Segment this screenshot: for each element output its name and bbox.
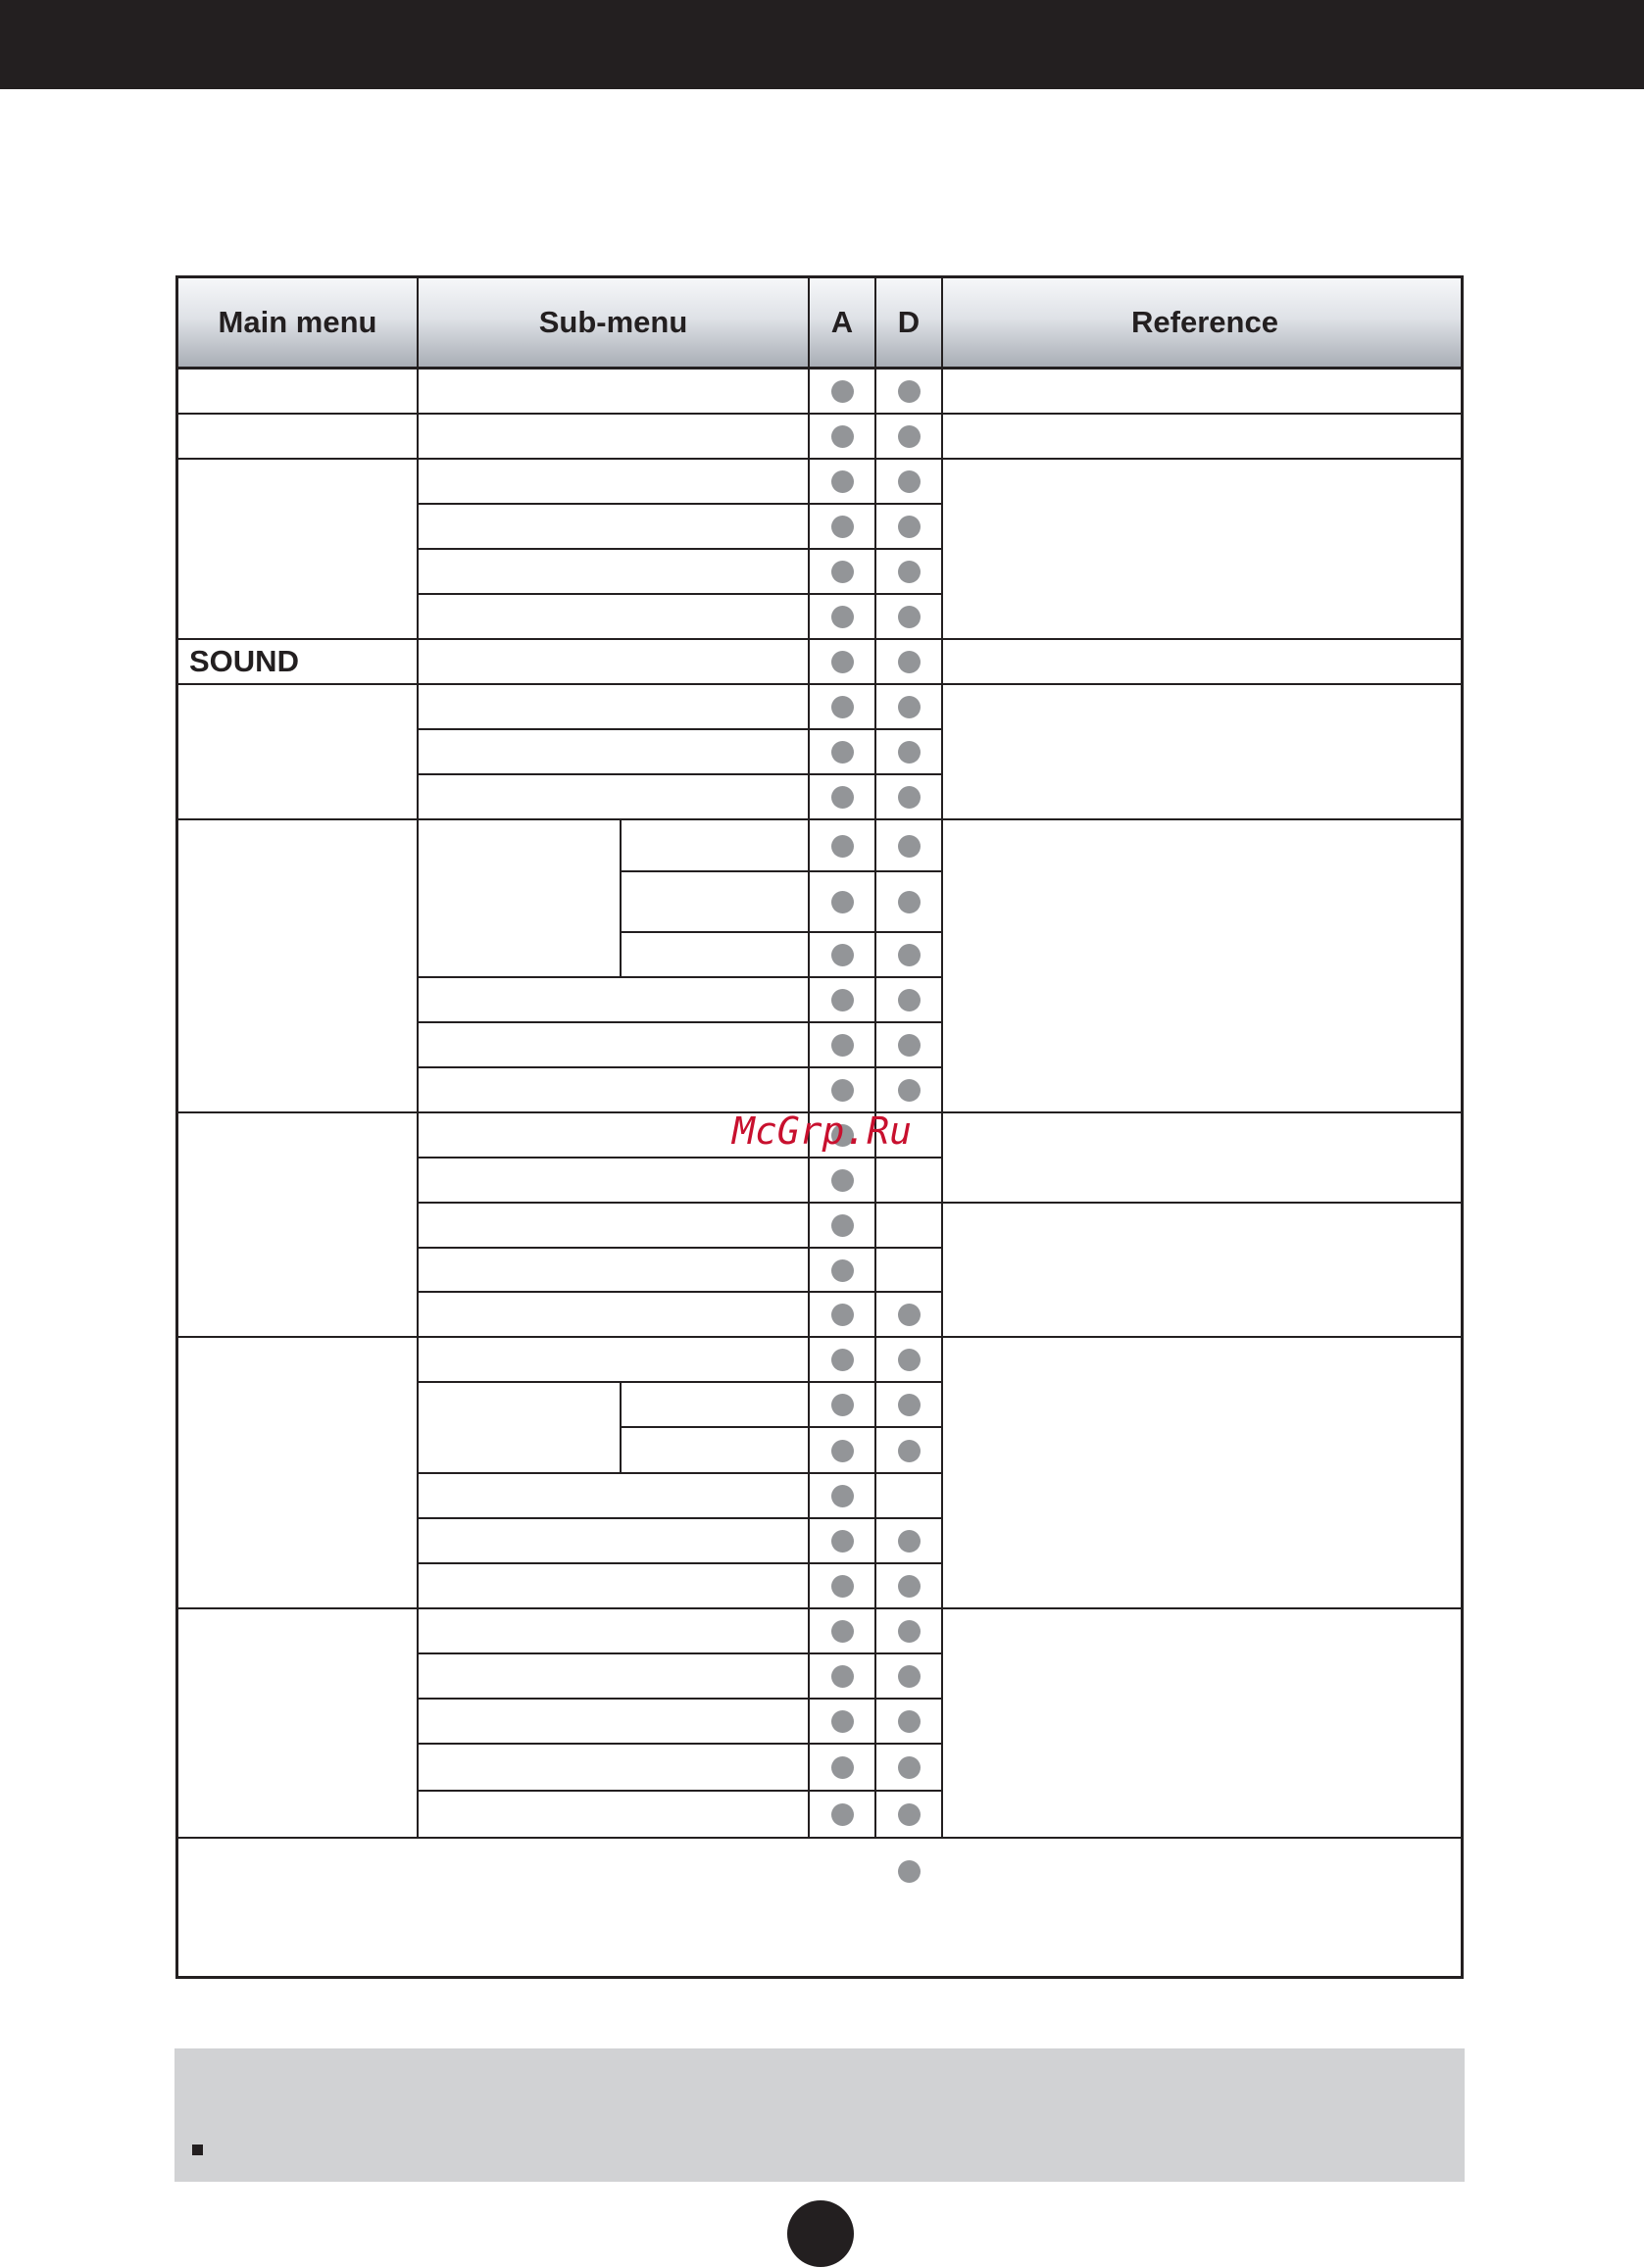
- sub-menu-cell: [419, 1745, 810, 1792]
- availability-dot-a: [831, 606, 854, 628]
- sub-menu-group-cell: [419, 1383, 622, 1474]
- availability-dot-d: [898, 1803, 921, 1826]
- availability-dot-d: [898, 1756, 921, 1779]
- main-menu-cell: [178, 1113, 419, 1338]
- availability-dot-a: [831, 425, 854, 448]
- main-menu-cell: [178, 1338, 419, 1609]
- sub-menu-item-cell: [622, 872, 810, 933]
- sub-menu-cell: [419, 1474, 810, 1519]
- availability-dot-d: [898, 1860, 921, 1883]
- availability-cell-d: [876, 1159, 943, 1204]
- availability-dot-d: [898, 1394, 921, 1416]
- sub-menu-item-cell: [622, 933, 810, 978]
- sub-menu-cell: [419, 1338, 810, 1383]
- sub-menu-cell: [419, 685, 810, 730]
- sub-menu-cell: [419, 1293, 810, 1338]
- header-reference: Reference: [943, 278, 1464, 370]
- availability-dot-d: [898, 1349, 921, 1371]
- footer-row: [178, 1839, 1464, 1979]
- sub-menu-cell: [419, 1609, 810, 1654]
- reference-cell: [943, 640, 1464, 685]
- sub-menu-cell: [419, 1654, 810, 1700]
- main-menu-cell: [178, 820, 419, 1113]
- main-menu-cell: [178, 370, 419, 415]
- header-main-menu: Main menu: [178, 278, 419, 370]
- availability-dot-d: [898, 425, 921, 448]
- sub-menu-cell: [419, 460, 810, 505]
- header-col-a: A: [810, 278, 876, 370]
- availability-dot-d: [898, 470, 921, 493]
- sub-menu-cell: [419, 1519, 810, 1564]
- sub-menu-item-cell: [622, 820, 810, 872]
- reference-cell: [943, 1113, 1464, 1204]
- sub-menu-cell: [419, 415, 810, 460]
- availability-dot-a: [831, 1304, 854, 1326]
- menu-table: [175, 275, 1464, 1979]
- availability-dot-d: [898, 989, 921, 1011]
- availability-dot-a: [831, 1169, 854, 1192]
- reference-cell: [943, 1609, 1464, 1839]
- availability-dot-d: [898, 1665, 921, 1688]
- reference-cell: [943, 460, 1464, 640]
- sub-menu-cell: [419, 1068, 810, 1113]
- availability-dot-d: [898, 1034, 921, 1057]
- availability-dot-a: [831, 696, 854, 718]
- availability-dot-a: [831, 1803, 854, 1826]
- reference-cell: [943, 1338, 1464, 1609]
- sub-menu-item-cell: [622, 1383, 810, 1428]
- sub-menu-cell: [419, 1204, 810, 1249]
- availability-dot-d: [898, 1530, 921, 1553]
- main-menu-sound: SOUND: [178, 640, 419, 685]
- sub-menu-group-cell: [419, 820, 622, 978]
- sub-menu-cell: [419, 1113, 810, 1159]
- sub-menu-cell: [419, 775, 810, 820]
- sub-menu-cell: [419, 505, 810, 550]
- availability-dot-a: [831, 561, 854, 583]
- reference-cell: [943, 1204, 1464, 1338]
- sub-menu-cell: [419, 978, 810, 1023]
- availability-dot-d: [898, 380, 921, 403]
- availability-dot-a: [831, 989, 854, 1011]
- availability-dot-d: [898, 741, 921, 764]
- availability-dot-a: [831, 891, 854, 913]
- main-menu-cell: [178, 685, 419, 820]
- sub-menu-cell: [419, 595, 810, 640]
- reference-cell: [943, 685, 1464, 820]
- availability-dot-d: [898, 835, 921, 858]
- availability-dot-a: [831, 741, 854, 764]
- reference-cell: [943, 820, 1464, 1113]
- availability-dot-a: [831, 1259, 854, 1282]
- note-box: [174, 2048, 1465, 2182]
- availability-dot-a: [831, 1665, 854, 1688]
- availability-dot-a: [831, 1214, 854, 1237]
- availability-cell-d: [876, 1204, 943, 1249]
- note-bullet-icon: [192, 2145, 203, 2155]
- availability-dot-a: [831, 1575, 854, 1598]
- main-menu-cell: [178, 415, 419, 460]
- availability-dot-d: [898, 651, 921, 673]
- availability-dot-a: [831, 1485, 854, 1507]
- sub-menu-cell: [419, 1249, 810, 1293]
- availability-dot-a: [831, 1756, 854, 1779]
- availability-dot-d: [898, 786, 921, 809]
- sub-menu-cell: [419, 730, 810, 775]
- availability-dot-d: [898, 516, 921, 538]
- main-menu-cell: [178, 460, 419, 640]
- sub-menu-cell: [419, 1564, 810, 1609]
- sub-menu-item-cell: [622, 1428, 810, 1474]
- availability-dot-a: [831, 1349, 854, 1371]
- availability-dot-a: [831, 1079, 854, 1102]
- availability-cell-d: [876, 1113, 943, 1159]
- sub-menu-cell: [419, 1700, 810, 1745]
- watermark-text: McGrp.Ru: [731, 1109, 913, 1153]
- sub-menu-cell: [419, 370, 810, 415]
- availability-dot-d: [898, 606, 921, 628]
- sub-menu-cell: [419, 1023, 810, 1068]
- page-number-badge: [787, 2200, 854, 2267]
- availability-dot-a: [831, 835, 854, 858]
- availability-dot-a: [831, 1034, 854, 1057]
- availability-dot-d: [898, 891, 921, 913]
- availability-dot-d: [898, 1575, 921, 1598]
- sub-menu-cell: [419, 550, 810, 595]
- availability-dot-a: [831, 1620, 854, 1643]
- availability-cell-d: [876, 1474, 943, 1519]
- availability-dot-a: [831, 1394, 854, 1416]
- availability-dot-d: [898, 696, 921, 718]
- sub-menu-cell: [419, 1159, 810, 1204]
- availability-dot-d: [898, 561, 921, 583]
- availability-dot-a: [831, 1710, 854, 1733]
- availability-dot-a: [831, 1530, 854, 1553]
- sub-menu-cell: [419, 1792, 810, 1839]
- availability-cell-d: [876, 1249, 943, 1293]
- availability-dot-d: [898, 944, 921, 966]
- availability-dot-a: [831, 786, 854, 809]
- top-bar: [0, 0, 1644, 89]
- availability-dot-a: [831, 1440, 854, 1462]
- main-menu-cell: [178, 1609, 419, 1839]
- availability-dot-d: [898, 1710, 921, 1733]
- availability-dot-a: [831, 944, 854, 966]
- availability-dot-d: [898, 1304, 921, 1326]
- availability-dot-d: [898, 1620, 921, 1643]
- availability-dot-d: [898, 1079, 921, 1102]
- reference-cell: [943, 370, 1464, 415]
- reference-cell: [943, 415, 1464, 460]
- availability-dot-a: [831, 380, 854, 403]
- header-sub-menu: Sub-menu: [419, 278, 810, 370]
- header-col-d: D: [876, 278, 943, 370]
- availability-dot-a: [831, 1124, 854, 1147]
- availability-dot-a: [831, 470, 854, 493]
- sub-menu-cell: [419, 640, 810, 685]
- availability-dot-a: [831, 651, 854, 673]
- availability-dot-a: [831, 516, 854, 538]
- availability-dot-d: [898, 1440, 921, 1462]
